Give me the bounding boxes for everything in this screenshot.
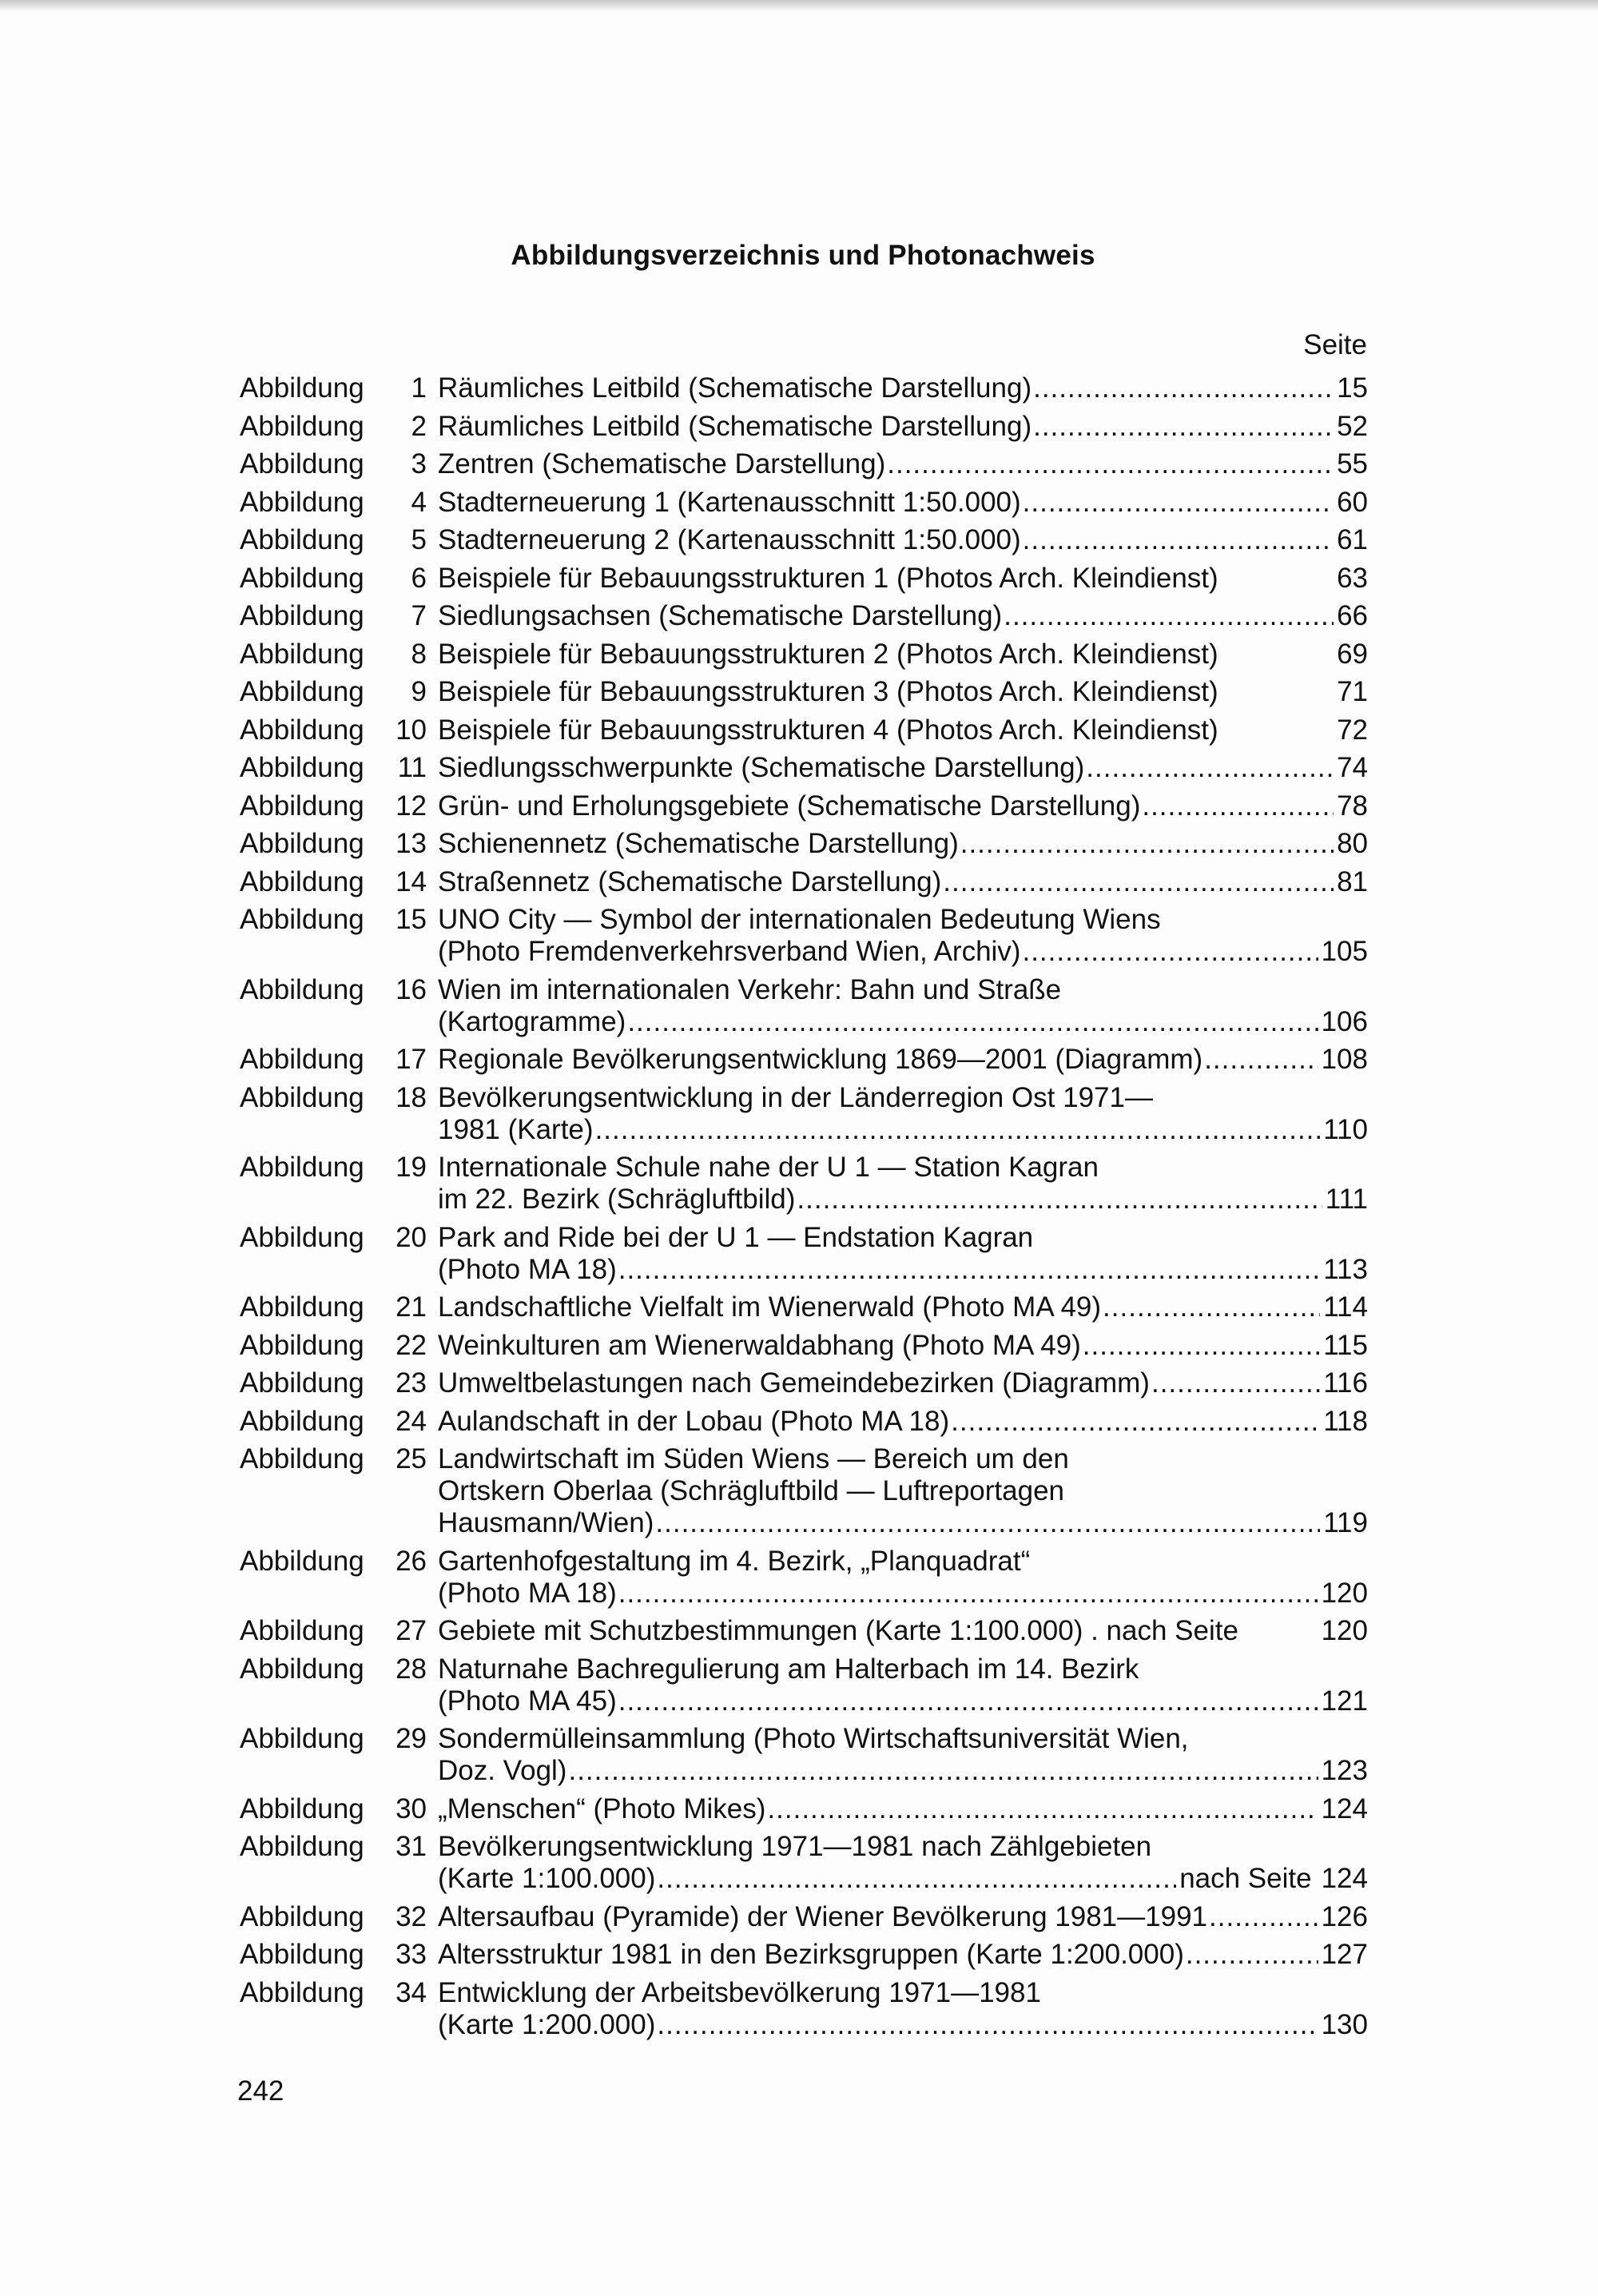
- dot-leader: [627, 1006, 1318, 1038]
- page-ref: 111: [1325, 1184, 1368, 1215]
- page-ref: 113: [1323, 1253, 1368, 1285]
- caption-text: Beispiele für Bebauungsstrukturen 2 (Photos Arch. Kleindienst): [438, 638, 1218, 670]
- figure-caption: [438, 1291, 1368, 1323]
- figure-entry: [240, 1723, 1368, 1787]
- figure-number: 29: [396, 1723, 427, 1754]
- dot-leader: [1033, 411, 1334, 443]
- caption-text: Weinkulturen am Wienerwaldabhang (Photo MA 49): [438, 1329, 1081, 1361]
- caption-line: [438, 1291, 1368, 1323]
- page-ref: 124: [1321, 1863, 1368, 1894]
- figure-caption: [438, 524, 1368, 556]
- dot-leader: [797, 1184, 1322, 1216]
- caption-line: [438, 936, 1368, 968]
- figure-caption: [438, 411, 1368, 443]
- figure-label: Abbildung: [240, 1221, 364, 1253]
- figure-label: Abbildung: [240, 1939, 364, 1970]
- figure-label: Abbildung: [240, 524, 364, 555]
- caption-text: Hausmann/Wien): [438, 1507, 654, 1538]
- caption-text: Umweltbelastungen nach Gemeindebezirken (Diagramm): [438, 1367, 1150, 1399]
- figure-number: 2: [411, 410, 427, 442]
- caption-text: Altersstruktur 1981 in den Bezirksgruppen (Karte 1:200.000): [438, 1939, 1184, 1970]
- figure-caption: [438, 1977, 1368, 2041]
- caption-line: [438, 1863, 1368, 1895]
- caption-text: „Menschen“ (Photo Mikes): [438, 1793, 766, 1824]
- figure-caption: [438, 1082, 1368, 1146]
- dot-leader: [568, 1755, 1318, 1787]
- figure-label: Abbildung: [240, 1831, 364, 1862]
- figure-caption: [438, 600, 1368, 632]
- figure-number: 27: [396, 1615, 427, 1646]
- figure-entry: [240, 411, 1368, 443]
- caption-line: Landwirtschaft im Süden Wiens — Bereich um den: [438, 1443, 1069, 1474]
- caption-line: Gartenhofgestaltung im 4. Bezirk, „Planquadrat“: [438, 1545, 1031, 1577]
- figure-number: 4: [411, 486, 427, 518]
- figure-label: Abbildung: [240, 973, 364, 1005]
- caption-text: Beispiele für Bebauungsstrukturen 1 (Photos Arch. Kleindienst): [438, 562, 1218, 594]
- figure-caption: [438, 1901, 1368, 1933]
- page-ref: 118: [1323, 1405, 1368, 1437]
- figure-label: Abbildung: [240, 1044, 364, 1075]
- figure-number: 8: [411, 638, 427, 670]
- figure-entry: [240, 790, 1368, 822]
- figure-number: 22: [396, 1329, 427, 1361]
- figure-label: Abbildung: [240, 865, 364, 897]
- figure-entry: [240, 866, 1368, 898]
- figure-label: Abbildung: [240, 448, 364, 479]
- figure-number: 7: [411, 600, 427, 631]
- figure-entry: [240, 487, 1368, 519]
- figure-entry: [240, 524, 1368, 556]
- figure-label: Abbildung: [240, 714, 364, 746]
- caption-line: [438, 676, 1368, 708]
- figure-caption: [438, 904, 1368, 968]
- figure-label: Abbildung: [240, 1900, 364, 1932]
- figure-entry: [240, 1615, 1368, 1647]
- dot-leader: [618, 1578, 1318, 1610]
- page-ref: 121: [1321, 1685, 1368, 1717]
- dot-leader: [657, 1863, 1176, 1895]
- figure-label: Abbildung: [240, 638, 364, 670]
- caption-line: Entwicklung der Arbeitsbevölkerung 1971—1981: [438, 1976, 1041, 2008]
- dot-leader: [1023, 487, 1334, 519]
- figure-caption: [438, 1939, 1368, 1971]
- dot-leader: [618, 1685, 1318, 1717]
- figure-caption: [438, 372, 1368, 404]
- caption-text: Beispiele für Bebauungsstrukturen 4 (Photos Arch. Kleindienst): [438, 714, 1218, 746]
- figure-caption: [438, 790, 1368, 822]
- caption-text: Schienennetz (Schematische Darstellung): [438, 828, 959, 859]
- caption-line: [438, 372, 1368, 404]
- caption-line: [438, 524, 1368, 556]
- page-ref: 15: [1337, 372, 1368, 404]
- caption-line: [438, 1367, 1368, 1399]
- caption-text: Stadterneuerung 2 (Kartenausschnitt 1:50.000): [438, 524, 1021, 555]
- seite-column-header: Seite: [1303, 329, 1367, 360]
- caption-line: [438, 1114, 1368, 1146]
- dot-leader: [943, 866, 1334, 898]
- figure-caption: [438, 676, 1368, 708]
- figure-entry: [240, 714, 1368, 746]
- caption-line: [438, 1006, 1368, 1038]
- figure-entry: [240, 752, 1368, 784]
- figure-caption: [438, 1330, 1368, 1362]
- figure-caption: [438, 828, 1368, 860]
- caption-line: [438, 866, 1368, 898]
- caption-text: Doz. Vogl): [438, 1755, 567, 1786]
- caption-text: Regionale Bevölkerungsentwicklung 1869—2001 (Diagramm): [438, 1044, 1203, 1075]
- figure-caption: [438, 563, 1368, 595]
- figure-caption: [438, 1546, 1368, 1610]
- caption-line: Park and Ride bei der U 1 — Endstation Kagran: [438, 1221, 1034, 1253]
- figure-caption: [438, 1152, 1368, 1216]
- page-ref: 114: [1323, 1291, 1368, 1323]
- nach-seite-text: nach Seite: [1179, 1863, 1312, 1894]
- caption-line: [438, 1685, 1368, 1717]
- figure-label: Abbildung: [240, 1081, 364, 1113]
- figure-caption: [438, 1367, 1368, 1399]
- page-ref: 80: [1337, 828, 1368, 859]
- caption-line: [438, 639, 1368, 670]
- figure-label: Abbildung: [240, 1793, 364, 1824]
- caption-line: [438, 1578, 1368, 1610]
- figure-number: 10: [396, 714, 427, 746]
- caption-text: Stadterneuerung 1 (Kartenausschnitt 1:50.000): [438, 486, 1021, 518]
- dot-leader: [618, 1254, 1320, 1286]
- figure-number: 20: [396, 1221, 427, 1253]
- caption-line: [438, 1939, 1368, 1971]
- page-ref: 120: [1321, 1615, 1368, 1646]
- figure-caption: [438, 1044, 1368, 1076]
- figure-number: 26: [396, 1545, 427, 1577]
- figure-caption: [438, 1723, 1368, 1787]
- figure-entry: [240, 1653, 1368, 1717]
- figure-number: 32: [396, 1900, 427, 1932]
- figure-entry: [240, 372, 1368, 404]
- caption-line: [438, 1184, 1368, 1216]
- caption-line: Sondermülleinsammlung (Photo Wirtschaftsuniversität Wien,: [438, 1723, 1189, 1754]
- figure-number: 6: [411, 562, 427, 594]
- figure-entry: [240, 1977, 1368, 2041]
- figure-entry: [240, 600, 1368, 632]
- caption-line: [438, 1330, 1368, 1362]
- figure-entry: [240, 448, 1368, 480]
- figure-label: Abbildung: [240, 1615, 364, 1646]
- dot-leader: [1083, 1330, 1320, 1362]
- caption-text: (Kartogramme): [438, 1005, 626, 1037]
- figure-label: Abbildung: [240, 1152, 364, 1183]
- page-ref: 120: [1321, 1577, 1368, 1609]
- figure-number: 30: [396, 1793, 427, 1824]
- figure-number: 9: [411, 676, 427, 707]
- figure-caption: [438, 1615, 1368, 1647]
- figure-caption: [438, 714, 1368, 746]
- dot-leader: [887, 448, 1334, 480]
- dot-leader: [1103, 1291, 1320, 1323]
- figure-entry: [240, 1367, 1368, 1399]
- figure-number: 5: [411, 524, 427, 555]
- figure-label: Abbildung: [240, 410, 364, 442]
- caption-line: [438, 1507, 1368, 1539]
- figure-number: 16: [396, 973, 427, 1005]
- caption-text: Gebiete mit Schutzbestimmungen (Karte 1:100.000) . nach Seite: [438, 1615, 1238, 1646]
- figure-entry: [240, 904, 1368, 968]
- page-ref: 123: [1321, 1755, 1368, 1786]
- caption-line: Wien im internationalen Verkehr: Bahn und Straße: [438, 973, 1062, 1005]
- figure-number: 23: [396, 1367, 427, 1399]
- caption-text: Zentren (Schematische Darstellung): [438, 448, 886, 479]
- figure-caption: [438, 1653, 1368, 1717]
- page-ref: 78: [1337, 790, 1368, 822]
- dot-leader: [1204, 1044, 1318, 1076]
- page-ref: 110: [1323, 1113, 1368, 1145]
- figure-caption: [438, 639, 1368, 670]
- figure-number: 1: [411, 372, 427, 404]
- caption-line: [438, 790, 1368, 822]
- caption-line: [438, 714, 1368, 746]
- page-ref: 105: [1321, 936, 1368, 967]
- dot-leader: [1033, 372, 1334, 404]
- figure-caption: [438, 1222, 1368, 1286]
- dot-leader: [1023, 524, 1334, 556]
- figure-caption: [438, 1406, 1368, 1438]
- page-ref: 108: [1321, 1044, 1368, 1075]
- figure-label: Abbildung: [240, 676, 364, 707]
- caption-text: (Karte 1:100.000): [438, 1863, 656, 1894]
- figure-number: 19: [396, 1152, 427, 1183]
- figure-number: 25: [396, 1443, 427, 1474]
- figure-number: 21: [396, 1291, 427, 1323]
- caption-text: Straßennetz (Schematische Darstellung): [438, 865, 942, 897]
- caption-text: Landschaftliche Vielfalt im Wienerwald (Photo MA 49): [438, 1291, 1102, 1323]
- figure-caption: [438, 1443, 1368, 1539]
- caption-text: Siedlungsachsen (Schematische Darstellung): [438, 600, 1003, 631]
- figure-entry: [240, 1291, 1368, 1323]
- page-ref: 119: [1323, 1507, 1368, 1538]
- figure-entry: [240, 1082, 1368, 1146]
- figure-label: Abbildung: [240, 904, 364, 935]
- caption-line: [438, 487, 1368, 519]
- page-title: Abbildungsverzeichnis und Photonachweis: [511, 240, 1095, 271]
- figure-label: Abbildung: [240, 1723, 364, 1754]
- figure-entry: [240, 1793, 1368, 1825]
- figure-label: Abbildung: [240, 372, 364, 404]
- page-ref: 60: [1337, 486, 1368, 518]
- page-ref: 63: [1337, 562, 1368, 594]
- dot-leader: [655, 1507, 1320, 1539]
- figure-label: Abbildung: [240, 1405, 364, 1437]
- dot-leader: [1086, 752, 1334, 784]
- caption-line: [438, 1755, 1368, 1787]
- caption-text: (Photo Fremdenverkehrsverband Wien, Archiv): [438, 936, 1021, 967]
- figure-entry: [240, 1901, 1368, 1933]
- dot-leader: [1004, 600, 1334, 632]
- figure-list: [240, 372, 1368, 2047]
- page-ref: 74: [1337, 752, 1368, 783]
- dot-leader: [1151, 1367, 1320, 1399]
- figure-number: 33: [396, 1939, 427, 1970]
- dot-leader: [951, 1406, 1320, 1438]
- page-ref: 127: [1321, 1939, 1368, 1970]
- figure-caption: [438, 448, 1368, 480]
- figure-label: Abbildung: [240, 1443, 364, 1474]
- figure-label: Abbildung: [240, 486, 364, 518]
- figure-entry: [240, 1152, 1368, 1216]
- caption-text: Grün- und Erholungsgebiete (Schematische Darstellung): [438, 790, 1141, 822]
- page-ref: 69: [1337, 638, 1368, 670]
- dot-leader: [595, 1114, 1321, 1146]
- caption-line: [438, 563, 1368, 595]
- page-ref: 106: [1321, 1005, 1368, 1037]
- dot-leader: [1022, 936, 1318, 968]
- figure-entry: [240, 1546, 1368, 1610]
- figure-label: Abbildung: [240, 752, 364, 783]
- figure-number: 34: [396, 1976, 427, 2008]
- dot-leader: [960, 828, 1334, 860]
- caption-line: [438, 1254, 1368, 1286]
- caption-line: [438, 2009, 1368, 2041]
- figure-label: Abbildung: [240, 1545, 364, 1577]
- figure-label: Abbildung: [240, 600, 364, 631]
- caption-line: Bevölkerungsentwicklung in der Länderregion Ost 1971—: [438, 1081, 1153, 1113]
- figure-entry: [240, 1939, 1368, 1971]
- caption-text: 1981 (Karte): [438, 1113, 594, 1145]
- page-ref: 126: [1321, 1900, 1368, 1932]
- caption-text: Siedlungsschwerpunkte (Schematische Darstellung): [438, 752, 1085, 783]
- figure-entry: [240, 1330, 1368, 1362]
- figure-entry: [240, 1831, 1368, 1895]
- caption-text: (Karte 1:200.000): [438, 2008, 656, 2040]
- caption-text: Aulandschaft in der Lobau (Photo MA 18): [438, 1405, 950, 1437]
- figure-number: 18: [396, 1081, 427, 1113]
- figure-number: 14: [396, 865, 427, 897]
- caption-line: [438, 1406, 1368, 1438]
- caption-text: (Photo MA 18): [438, 1577, 617, 1609]
- page-ref: 71: [1337, 676, 1368, 707]
- caption-line: Internationale Schule nahe der U 1 — Station Kagran: [438, 1152, 1099, 1183]
- page-ref: 115: [1323, 1329, 1368, 1361]
- figure-label: Abbildung: [240, 1329, 364, 1361]
- caption-line: [438, 1793, 1368, 1825]
- figure-caption: [438, 1831, 1368, 1895]
- caption-text: Beispiele für Bebauungsstrukturen 3 (Photos Arch. Kleindienst): [438, 676, 1218, 707]
- caption-text: (Photo MA 45): [438, 1685, 617, 1717]
- caption-text: im 22. Bezirk (Schrägluftbild): [438, 1184, 796, 1215]
- page-ref: 72: [1337, 714, 1368, 746]
- figure-number: 28: [396, 1653, 427, 1685]
- figure-label: Abbildung: [240, 562, 364, 594]
- page-ref: 61: [1337, 524, 1368, 555]
- figure-caption: [438, 487, 1368, 519]
- caption-line: [438, 411, 1368, 443]
- caption-line: [438, 1901, 1368, 1933]
- caption-line: [438, 1044, 1368, 1076]
- caption-line: [438, 1615, 1368, 1647]
- caption-text: (Photo MA 18): [438, 1253, 617, 1285]
- figure-label: Abbildung: [240, 1976, 364, 2008]
- figure-number: 11: [397, 752, 427, 783]
- caption-line: [438, 752, 1368, 784]
- caption-line: [438, 828, 1368, 860]
- figure-entry: [240, 639, 1368, 670]
- page-number: 242: [237, 2075, 284, 2107]
- caption-text: Altersaufbau (Pyramide) der Wiener Bevölkerung 1981—1991: [438, 1900, 1208, 1932]
- dot-leader: [1209, 1901, 1318, 1933]
- caption-line: Naturnahe Bachregulierung am Halterbach im 14. Bezirk: [438, 1653, 1139, 1685]
- caption-text: Räumliches Leitbild (Schematische Darstellung): [438, 410, 1032, 442]
- figure-caption: [438, 752, 1368, 784]
- page-ref: 81: [1337, 865, 1368, 897]
- figure-number: 3: [411, 448, 427, 479]
- page-ref: 116: [1323, 1367, 1368, 1399]
- figure-label: Abbildung: [240, 1367, 364, 1399]
- dot-leader: [767, 1793, 1318, 1825]
- page-ref: 66: [1337, 600, 1368, 631]
- figure-label: Abbildung: [240, 1653, 364, 1685]
- figure-entry: [240, 828, 1368, 860]
- page-ref: 55: [1337, 448, 1368, 479]
- figure-entry: [240, 1406, 1368, 1438]
- figure-entry: [240, 1443, 1368, 1539]
- figure-entry: [240, 1044, 1368, 1076]
- figure-caption: [438, 974, 1368, 1038]
- caption-text: Räumliches Leitbild (Schematische Darstellung): [438, 372, 1032, 404]
- scan-edge: [0, 0, 1598, 11]
- figure-entry: [240, 1222, 1368, 1286]
- page-ref: 52: [1337, 410, 1368, 442]
- figure-label: Abbildung: [240, 790, 364, 822]
- dot-leader: [1142, 790, 1334, 822]
- caption-line: Ortskern Oberlaa (Schrägluftbild — Luftreportagen: [438, 1475, 1064, 1506]
- caption-line: [438, 448, 1368, 480]
- figure-entry: [240, 676, 1368, 708]
- caption-line: [438, 600, 1368, 632]
- page-ref: 124: [1321, 1793, 1368, 1824]
- figure-label: Abbildung: [240, 1291, 364, 1323]
- figure-number: 31: [396, 1831, 427, 1862]
- figure-number: 15: [396, 904, 427, 935]
- dot-leader: [1186, 1939, 1318, 1971]
- figure-number: 12: [396, 790, 427, 822]
- figure-caption: [438, 866, 1368, 898]
- figure-entry: [240, 974, 1368, 1038]
- dot-leader: [657, 2009, 1318, 2041]
- figure-number: 17: [396, 1044, 427, 1075]
- caption-line: UNO City — Symbol der internationalen Bedeutung Wiens: [438, 904, 1161, 935]
- figure-label: Abbildung: [240, 828, 364, 859]
- figure-number: 13: [396, 828, 427, 859]
- page-ref: 130: [1321, 2008, 1368, 2040]
- figure-caption: [438, 1793, 1368, 1825]
- figure-number: 24: [396, 1405, 427, 1437]
- caption-line: Bevölkerungsentwicklung 1971—1981 nach Zählgebieten: [438, 1831, 1152, 1862]
- figure-entry: [240, 563, 1368, 595]
